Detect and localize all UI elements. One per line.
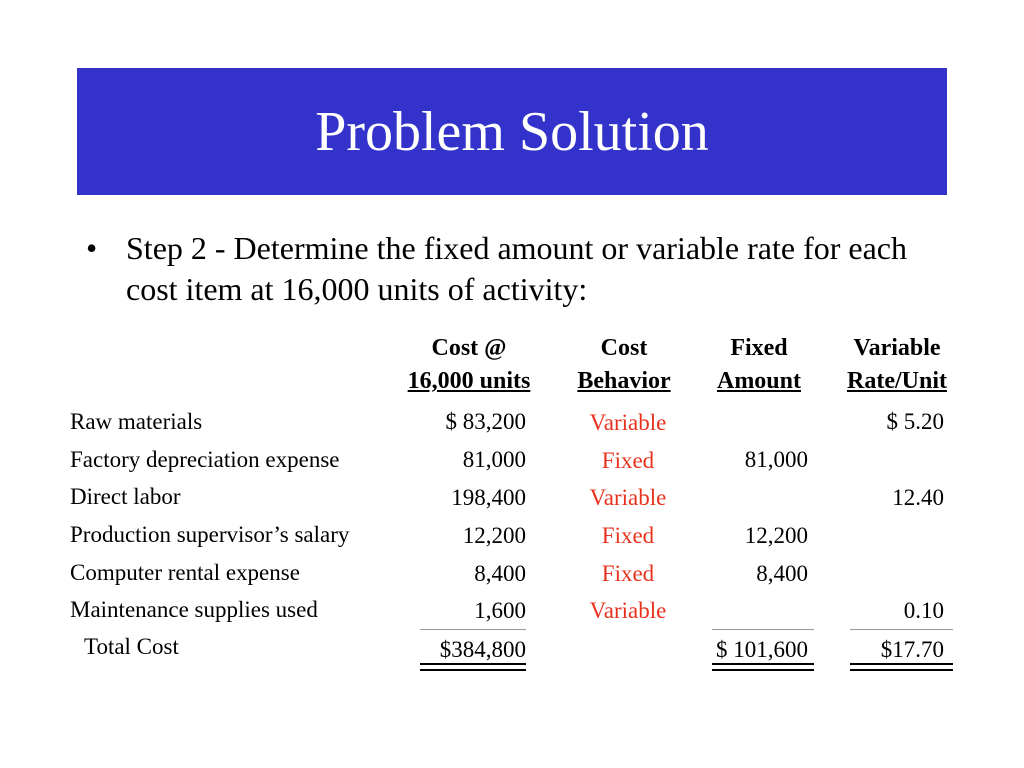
total-cost: $384,800 <box>439 637 526 662</box>
row-label: Direct labor <box>70 484 181 509</box>
total-fixed: $ 101,600 <box>716 637 808 662</box>
header-cost-line2: 16,000 units <box>407 368 531 394</box>
fixed-value: 8,400 <box>756 561 808 586</box>
variable-value: 0.10 <box>903 598 944 623</box>
cost-value: 81,000 <box>462 447 526 472</box>
cost-value: $ 83,200 <box>445 409 526 434</box>
bullet-icon: • <box>86 230 98 266</box>
header-fixed-line1: Fixed <box>730 335 788 361</box>
header-variable-line2: Rate/Unit <box>847 368 947 394</box>
header-cost-line1: Cost @ <box>431 335 507 361</box>
cost-value: 198,400 <box>451 485 526 510</box>
header-variable <box>832 332 962 398</box>
double-underline <box>712 663 814 671</box>
header-fixed-line2: Amount <box>716 368 801 394</box>
double-underline <box>420 663 526 671</box>
total-label: Total Cost <box>84 634 179 659</box>
bullet-text: Step 2 - Determine the fixed amount or variable rate for each cost item at 16,000 units of activity: <box>126 230 907 307</box>
header-behavior-line2: Behavior <box>577 368 671 394</box>
behavior-value: Variable <box>589 410 667 435</box>
total-variable: $17.70 <box>880 637 944 662</box>
double-underline <box>850 663 953 671</box>
behavior-value: Fixed <box>601 523 655 548</box>
header-cost <box>392 332 546 398</box>
subtotal-line <box>420 629 526 630</box>
behavior-value: Fixed <box>601 448 655 473</box>
row-label: Computer rental expense <box>70 560 300 585</box>
variable-value: $ 5.20 <box>886 409 944 434</box>
behavior-value: Fixed <box>601 561 655 586</box>
cost-value: 12,200 <box>462 523 526 548</box>
header-variable-line1: Variable <box>853 335 941 361</box>
row-label: Maintenance supplies used <box>70 597 318 622</box>
variable-value: 12.40 <box>892 485 944 510</box>
fixed-value: 12,200 <box>744 523 808 548</box>
row-label: Raw materials <box>70 409 203 434</box>
row-label: Production supervisor’s salary <box>70 522 350 547</box>
header-fixed <box>703 332 815 398</box>
title-bar <box>77 68 947 195</box>
header-behavior <box>562 332 686 398</box>
subtotal-line <box>712 629 814 630</box>
header-behavior-line1: Cost <box>600 335 648 361</box>
behavior-value: Variable <box>589 598 667 623</box>
slide-title: Problem Solution <box>315 100 709 163</box>
row-label: Factory depreciation expense <box>70 447 340 472</box>
cost-value: 1,600 <box>474 598 526 623</box>
cost-value: 8,400 <box>474 561 526 586</box>
behavior-value: Variable <box>589 485 667 510</box>
fixed-value: 81,000 <box>744 447 808 472</box>
bullet-point <box>86 228 986 310</box>
subtotal-line <box>850 629 953 630</box>
